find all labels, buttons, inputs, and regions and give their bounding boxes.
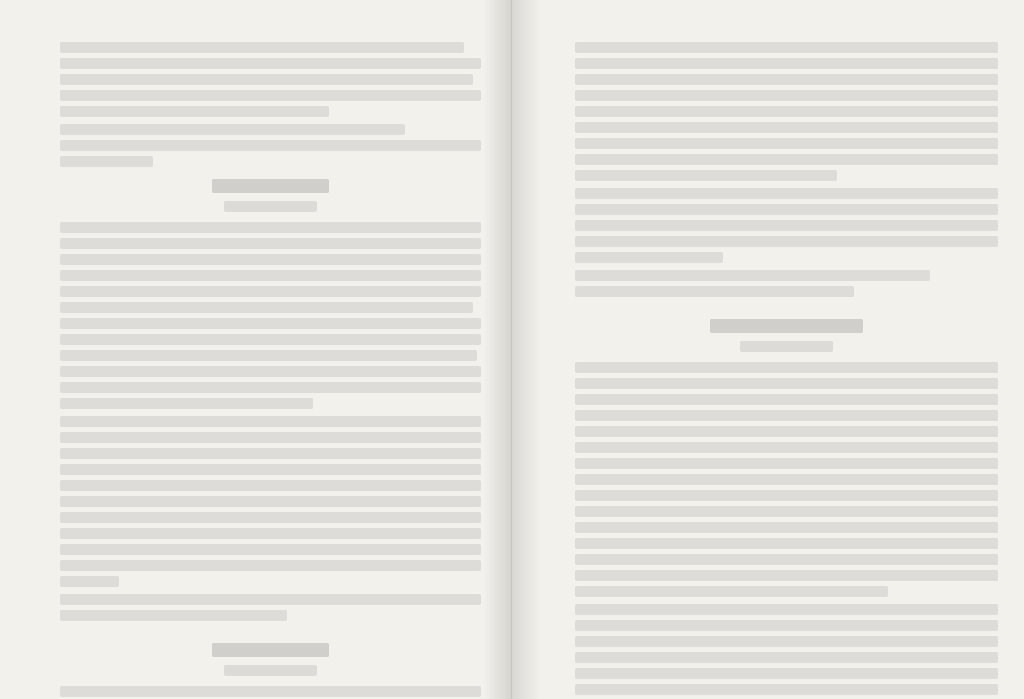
- section-heading: [212, 643, 330, 657]
- section-subheading: [224, 201, 317, 212]
- paragraph: [60, 222, 481, 409]
- section-subheading: [224, 665, 317, 676]
- gutter-shadow: [513, 0, 541, 699]
- paragraph: [60, 416, 481, 587]
- paragraph: [60, 686, 481, 699]
- paragraph: [60, 124, 481, 167]
- paragraph: [575, 270, 998, 297]
- section-heading: [710, 319, 862, 333]
- paragraph: [575, 42, 998, 181]
- section-heading: [212, 179, 330, 193]
- section-subheading: [740, 341, 833, 352]
- page-body: [575, 42, 998, 689]
- paragraph: [60, 42, 481, 117]
- paragraph: [575, 362, 998, 597]
- paragraph: [575, 188, 998, 263]
- right-page: [512, 0, 1024, 699]
- paragraph: [60, 594, 481, 621]
- page-body: [60, 42, 481, 689]
- gutter-shadow: [483, 0, 511, 699]
- paragraph: [575, 604, 998, 699]
